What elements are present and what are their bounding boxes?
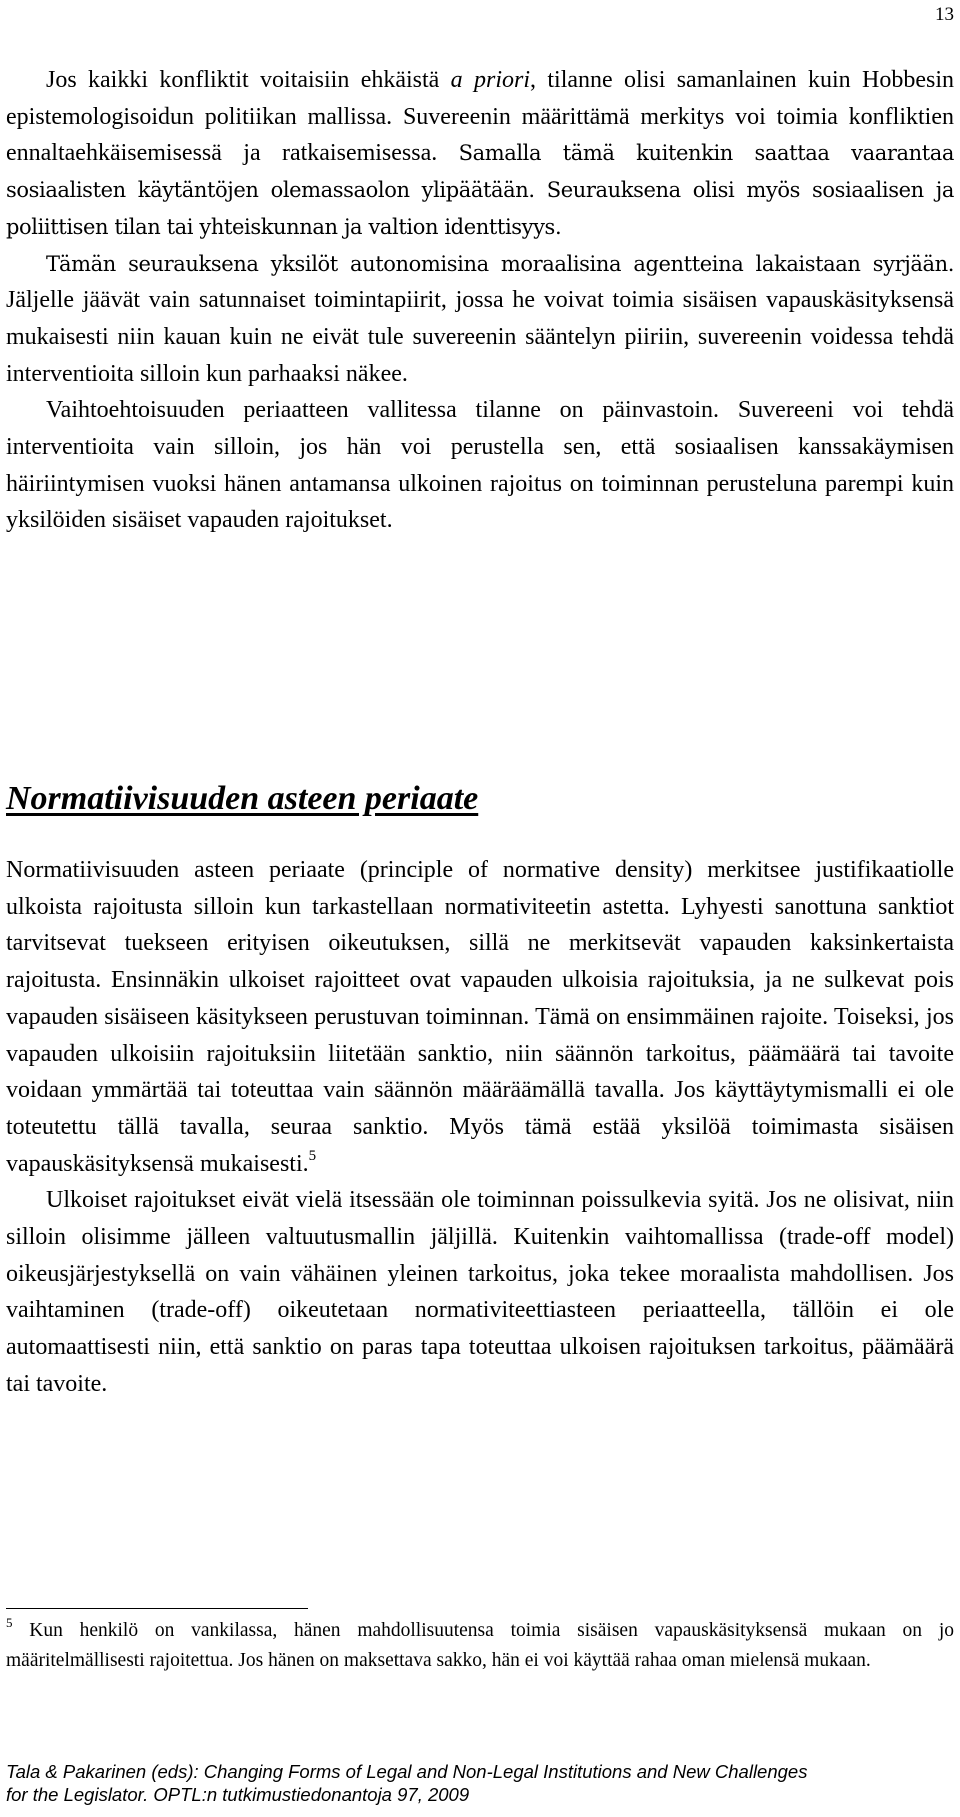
paragraph: Vaihtoehtoisuuden periaatteen vallitessa tilanne on päinvastoin. Suvereeni voi tehdä interventioita vain silloin, jos hän voi perustella sen, että sosiaalisen kanssakäymisen häiriintymisen vuoksi hänen antamansa ulkoinen rajoitus on toiminnan perusteluna parempi kuin yksilöiden sisäiset vapauden rajoitukset. bbox=[6, 397, 954, 534]
paragraph bbox=[6, 852, 954, 1182]
paragraph bbox=[6, 246, 954, 393]
footnote-divider bbox=[6, 1608, 308, 1609]
paragraph-text: Jäljelle jäävät vain satunnaiset toimintapiirit, jossa he voivat toimia sisäisen vapauskäsityksensä mukaisesti niin kauan kuin ne eivät tule suvereenin sääntelyn piiriin, suvereenin voidessa tehdä interventioita silloin kun parhaaksi näkee. bbox=[6, 287, 954, 387]
normative-density-section bbox=[6, 852, 954, 1403]
paragraph bbox=[6, 62, 954, 246]
latin-term: a priori bbox=[450, 67, 531, 93]
paragraph-text: , tilanne olisi samanlainen kuin Hobbesin epistemologisoidun politiikan mallissa. Suvereenin määrittämä merkitys voi toimia konfliktien ennaltaehkäisemisessä ja ratkaisemisessa. bbox=[6, 67, 955, 167]
paragraph-text: Normatiivisuuden asteen periaate (principle of normative density) merkitsee justifikaatiolle ulkoista rajoitusta silloin kun tarkastellaan normativiteetin astetta. Lyhyesti sanottuna sanktiot tarvitsevat tuekseen erityisen oikeutuksen, sillä ne merkitsevät vapauden kaksinkertaista rajoitusta. Ensinnäkin ulkoiset rajoitteet ovat vapauden ulkoisia rajoituksia, ja ne sulkevat pois vapauden sisäiseen käsitykseen perustuvan toiminnan. Tämä on ensimmäinen rajoite. Toiseksi, jos vapauden ulkoisiin rajoituksiin liitetään sanktio, niin säännön tarkoitus, päämäärä tai tavoite voidaan ymmärtää tai toteuttaa vain säännön määräämällä tavalla. Jos käyttäytymismalli ei ole toteutettu tällä tavalla, seuraa sanktio. Myös tämä estää yksilöä toimimasta sisäisen vapauskäsityksensä mukaisesti. bbox=[6, 857, 954, 1177]
paragraph-text: Jos kaikki konfliktit voitaisiin ehkäistä bbox=[46, 67, 451, 93]
footnote-text: Kun henkilö on vankilassa, hänen mahdollisuutensa toimia sisäisen vapauskäsityksensä mukaan on jo määritelmällisesti rajoitettua. Jos hänen on maksettava sakko, hän ei voi käyttää rahaa oman mielensä mukaan. bbox=[6, 1620, 954, 1671]
paragraph-text: Tämän seurauksena yksilöt autonomisina moraalisina agentteina lakaistaan syrjään. bbox=[46, 251, 954, 276]
footnote-reference[interactable]: 5 bbox=[308, 1147, 317, 1164]
footer-citation-line: for the Legislator. OPTL:n tutkimustiedonantoja 97, 2009 bbox=[6, 1784, 470, 1805]
page-footer bbox=[6, 1760, 954, 1806]
footnote-marker: 5 bbox=[6, 1615, 13, 1630]
footnote bbox=[6, 1616, 954, 1676]
footer-citation-line: Tala & Pakarinen (eds): Changing Forms of Legal and Non-Legal Institutions and New Challenges bbox=[6, 1761, 808, 1782]
section-heading: Normatiivisuuden asteen periaate bbox=[6, 780, 479, 817]
intro-section bbox=[6, 62, 954, 539]
paragraph-text: Samalla tämä kuitenkin saattaa vaarantaa sosiaalisten käytäntöjen olemassaolon ylipäätään. Seurauksena olisi myös sosiaalisen ja poliittisen tilan tai yhteiskunnan ja valtion identtisyys. bbox=[6, 141, 954, 239]
paragraph: Ulkoiset rajoitukset eivät vielä itsessään ole toiminnan poissulkevia syitä. Jos ne olisivat, niin silloin olisimme jälleen valtuutusmallin jäljillä. Kuitenkin vaihtomallissa (trade-off model) oikeusjärjestyksellä on vain vähäinen yleinen tarkoitus, joka tekee moraalista mahdollisen. Jos vaihtaminen (trade-off) oikeutetaan normativiteettiasteen periaatteella, tällöin ei ole automaattisesti niin, että sanktio on paras tapa toteuttaa ulkoisen rajoituksen tarkoitus, päämäärä tai tavoite. bbox=[6, 1187, 954, 1397]
page-number: 13 bbox=[935, 4, 954, 25]
